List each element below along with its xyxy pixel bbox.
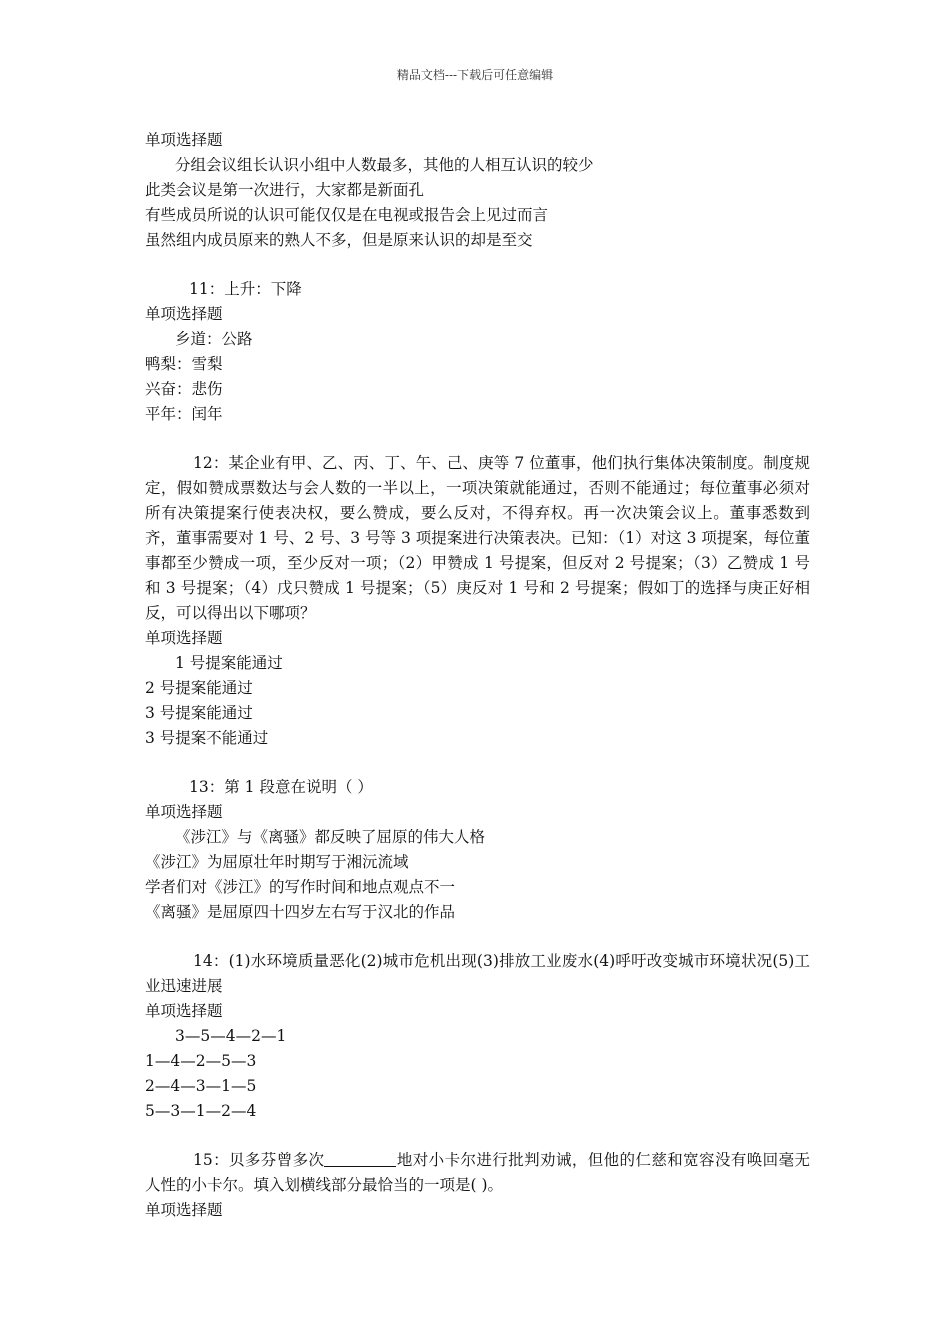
option-d: 《离骚》是屈原四十四岁左右写于汉北的作品 bbox=[145, 903, 456, 921]
option-a: 《涉江》与《离骚》都反映了屈原的伟大人格 bbox=[175, 828, 486, 846]
option-b: 1—4—2—5—3 bbox=[145, 1052, 257, 1070]
option-a: 1 号提案能通过 bbox=[175, 654, 283, 672]
question-14-stem: 14：(1)水环境质量恶化(2)城市危机出现(3)排放工业废水(4)呼吁改变城市环境状况(5)工业迅速进展 bbox=[145, 952, 810, 995]
question-15-stem-after: 地对小卡尔进行批判劝诫，但他的仁慈和宽容没有唤回毫无人性的小卡尔。填入划横线部分最恰当的一项是( )。 bbox=[145, 1151, 810, 1194]
option-c: 有些成员所说的认识可能仅仅是在电视或报告会上见过而言 bbox=[145, 206, 549, 224]
question-15-stem bbox=[145, 1148, 810, 1198]
question-type-label: 单项选择题 bbox=[145, 305, 223, 323]
option-d: 3 号提案不能通过 bbox=[145, 729, 269, 747]
option-b: 此类会议是第一次进行，大家都是新面孔 bbox=[145, 181, 425, 199]
option-d: 平年：闰年 bbox=[145, 405, 223, 423]
question-type-label: 单项选择题 bbox=[145, 803, 223, 821]
option-a: 3—5—4—2—1 bbox=[175, 1027, 287, 1045]
question-type-label: 单项选择题 bbox=[145, 629, 223, 647]
option-d: 5—3—1—2—4 bbox=[145, 1102, 257, 1120]
option-b: 鸭梨：雪梨 bbox=[145, 355, 223, 373]
question-12-stem: 12：某企业有甲、乙、丙、丁、午、己、庚等 7 位董事，他们执行集体决策制度。制度规定，假如赞成票数达与会人数的一半以上，一项决策就能通过，否则不能通过；每位董事必须对所有决策提案行使表决权，要么赞成，要么反对，不得弃权。再一次决策会议上。董事悉数到齐，董事需要对 1 号、2 号、3 号等 3 项提案进行决策表决。已知：（1）对这 3 项提案，每位董事都至少赞成一项，至少反对一项；（2）甲赞成 1 号提案，但反对 2 号提案；（3）乙赞成 1 号和 3 号提案；（4）戊只赞成 1 号提案；（5）庚反对 1 号和 2 号提案；假如丁的选择与庚正好相反，可以得出以下哪项？ bbox=[145, 454, 810, 622]
question-13-stem: 13：第 1 段意在说明（ ） bbox=[189, 778, 373, 796]
question-11-stem: 11：上升：下降 bbox=[189, 280, 302, 298]
option-c: 2—4—3—1—5 bbox=[145, 1077, 257, 1095]
option-c: 3 号提案能通过 bbox=[145, 704, 253, 722]
page-header: 精品文档---下载后可任意编辑 bbox=[396, 68, 554, 82]
fill-in-blank bbox=[324, 1152, 396, 1167]
option-a: 分组会议组长认识小组中人数最多，其他的人相互认识的较少 bbox=[175, 156, 594, 174]
option-a: 乡道：公路 bbox=[175, 330, 253, 348]
option-c: 兴奋：悲伤 bbox=[145, 380, 223, 398]
question-type-label: 单项选择题 bbox=[145, 1002, 223, 1020]
document-body bbox=[145, 128, 810, 1223]
question-15-stem-before: 15：贝多芬曾多次 bbox=[193, 1151, 325, 1169]
question-type-label: 单项选择题 bbox=[145, 131, 223, 149]
option-c: 学者们对《涉江》的写作时间和地点观点不一 bbox=[145, 878, 456, 896]
option-b: 《涉江》为屈原壮年时期写于湘沅流域 bbox=[145, 853, 409, 871]
option-b: 2 号提案能通过 bbox=[145, 679, 253, 697]
question-type-label: 单项选择题 bbox=[145, 1201, 223, 1219]
option-d: 虽然组内成员原来的熟人不多，但是原来认识的却是至交 bbox=[145, 231, 533, 249]
